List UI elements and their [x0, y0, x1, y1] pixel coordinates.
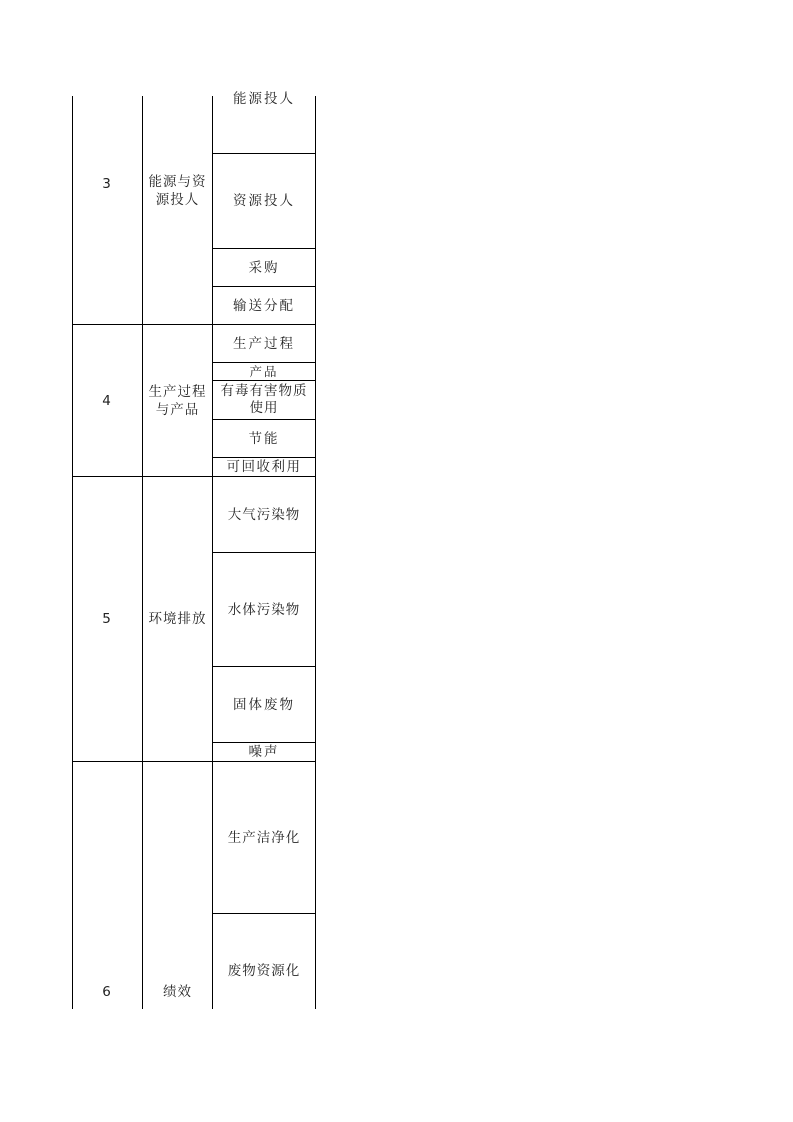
row-number: 6 [102, 984, 113, 1000]
item-label: 生产过程 [233, 335, 295, 352]
category-label: 生产过程 与产品 [148, 383, 207, 418]
item-label: 产品 [249, 363, 279, 379]
item-label: 废物资源化 [227, 963, 301, 979]
row-number: 5 [102, 611, 113, 627]
category-label: 绩效 [163, 984, 192, 1000]
row-number: 4 [102, 392, 113, 409]
item-label: 可回收利用 [226, 459, 302, 475]
item-label: 大气污染物 [227, 506, 301, 523]
item-label: 采购 [248, 259, 280, 276]
item-label: 节能 [248, 430, 280, 447]
item-label: 噪声 [248, 744, 280, 760]
row-number: 3 [102, 176, 113, 192]
category-label: 环境排放 [148, 611, 207, 627]
item-label: 能源投人 [233, 91, 295, 107]
item-label: 输送分配 [233, 297, 295, 314]
item-label: 水体污染物 [227, 601, 301, 618]
item-label: 有毒有害物质 使用 [220, 383, 308, 416]
item-label: 生产洁净化 [227, 829, 301, 846]
item-label: 资源投人 [233, 193, 295, 209]
category-label: 能源与资 源投人 [148, 174, 207, 208]
item-label: 固体废物 [233, 696, 295, 713]
